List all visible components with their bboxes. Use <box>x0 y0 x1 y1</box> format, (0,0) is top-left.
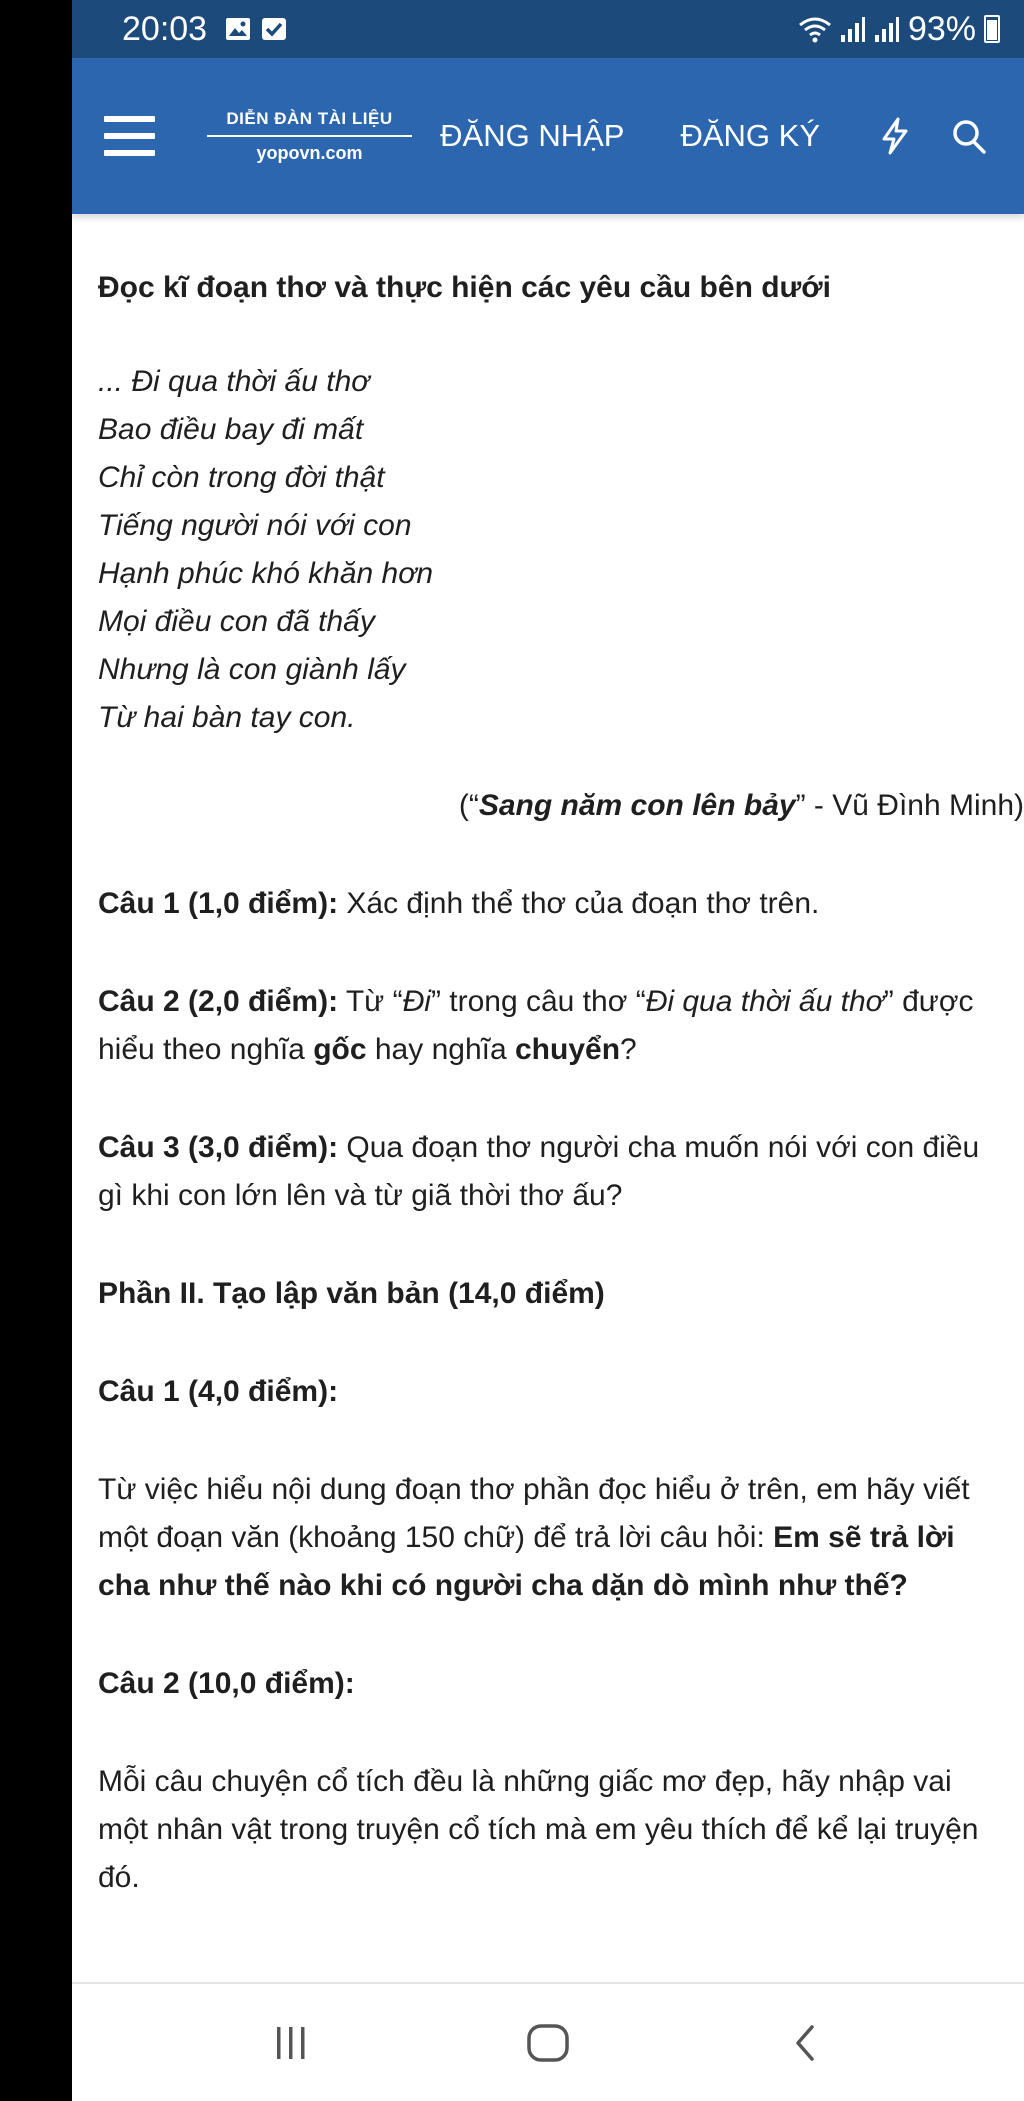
question-text: Qua đoạn thơ người cha muốn nói với con điều gì khi con lớn lên và từ giã thời thơ ấu? <box>98 1131 980 1212</box>
poem-line: Tiếng người nói với con <box>98 509 412 542</box>
header-nav <box>440 116 1024 156</box>
part2-question-2-text: Mỗi câu chuyện cổ tích đều là những giấc mơ đẹp, hãy nhập vai một nhân vật trong truyện cổ tích mà em yêu thích để kể lại truyện đó. <box>98 1765 979 1894</box>
question-text: ” được hiểu theo nghĩa <box>98 985 974 1066</box>
site-logo[interactable] <box>207 109 412 164</box>
poem-line: Chỉ còn trong đời thật <box>98 461 385 494</box>
question-label: Câu 1 (4,0 điểm): <box>98 1375 339 1408</box>
signal-icon-1 <box>840 15 866 43</box>
poem <box>98 358 998 742</box>
menu-icon[interactable] <box>104 116 155 156</box>
question-label: Câu 2 (2,0 điểm): <box>98 985 339 1018</box>
article-heading: Đọc kĩ đoạn thơ và thực hiện các yêu cầu bên dưới <box>98 271 831 304</box>
question-label: Câu 1 (1,0 điểm): <box>98 887 339 920</box>
part2-question-1-text <box>98 1466 998 1610</box>
status-time: 20:03 <box>122 9 208 48</box>
battery-icon <box>984 15 1000 43</box>
quoted-line: Đi qua thời ấu thơ <box>645 985 884 1018</box>
back-button[interactable] <box>775 2018 835 2068</box>
login-link[interactable]: ĐĂNG NHẬP <box>440 118 625 153</box>
question-2 <box>98 978 998 1074</box>
question-label: Câu 2 (10,0 điểm): <box>98 1667 355 1700</box>
poem-line: Bao điều bay đi mất <box>98 413 364 446</box>
register-link[interactable]: ĐĂNG KÝ <box>680 118 820 153</box>
home-icon <box>525 2023 571 2063</box>
emphasis-word: gốc <box>313 1033 367 1066</box>
question-text: ? <box>620 1033 637 1066</box>
article-content <box>98 264 1024 1902</box>
source-open: (“ <box>458 789 479 822</box>
question-label: Câu 3 (3,0 điểm): <box>98 1131 339 1164</box>
emphasis-word: chuyển <box>514 1033 621 1066</box>
screen <box>72 0 1024 2101</box>
recent-apps-button[interactable] <box>261 2018 321 2068</box>
gallery-notification-icon <box>225 17 251 41</box>
bolt-icon[interactable] <box>876 116 914 156</box>
part2-question-1-label <box>98 1368 998 1416</box>
question-text: Xác định thể thơ của đoạn thơ trên. <box>338 887 820 920</box>
question-text: hay nghĩa <box>366 1033 515 1066</box>
quoted-word: Đi <box>402 985 431 1018</box>
poem-line: Từ hai bàn tay con. <box>98 701 356 734</box>
search-icon[interactable] <box>950 116 988 156</box>
question-emphasis: Em sẽ trả lời cha như thế nào khi có người cha dặn dò mình như thế? <box>98 1521 955 1602</box>
question-1 <box>98 880 998 928</box>
poem-line: Mọi điều con đã thấy <box>98 605 375 638</box>
logo-domain: yopovn.com <box>256 142 363 163</box>
part2-question-2-label <box>98 1660 998 1708</box>
question-text: Từ việc hiểu nội dung đoạn thơ phần đọc hiểu ở trên, em hãy viết một đoạn văn (khoảng 150 chữ) để trả lời câu hỏi: <box>98 1473 970 1554</box>
poem-line: Hạnh phúc khó khăn hơn <box>98 557 434 590</box>
question-text: ” trong câu thơ “ <box>430 985 646 1018</box>
poem-line: Nhưng là con giành lấy <box>98 653 406 686</box>
poem-source <box>98 782 1024 830</box>
system-nav-bar <box>72 1982 1024 2101</box>
status-right <box>798 10 1000 49</box>
logo-title: DIỄN ĐÀN TÀI LIỆU <box>207 109 412 137</box>
question-3 <box>98 1124 998 1220</box>
section-heading: Phần II. Tạo lập văn bản (14,0 điểm) <box>98 1277 605 1310</box>
app-header <box>72 58 1024 214</box>
home-button[interactable] <box>518 2018 578 2068</box>
question-text: Từ “ <box>338 985 403 1018</box>
signal-icon-2 <box>874 15 900 43</box>
battery-percent: 93% <box>907 9 976 48</box>
source-author: ” - Vũ Đình Minh) <box>795 789 1024 822</box>
recent-apps-icon <box>271 2025 311 2061</box>
source-title: Sang năm con lên bảy <box>478 789 796 822</box>
check-notification-icon <box>261 17 287 41</box>
wifi-icon <box>798 15 832 43</box>
back-icon <box>790 2023 820 2063</box>
status-bar <box>72 0 1024 58</box>
poem-line: ... Đi qua thời ấu thơ <box>98 365 370 398</box>
